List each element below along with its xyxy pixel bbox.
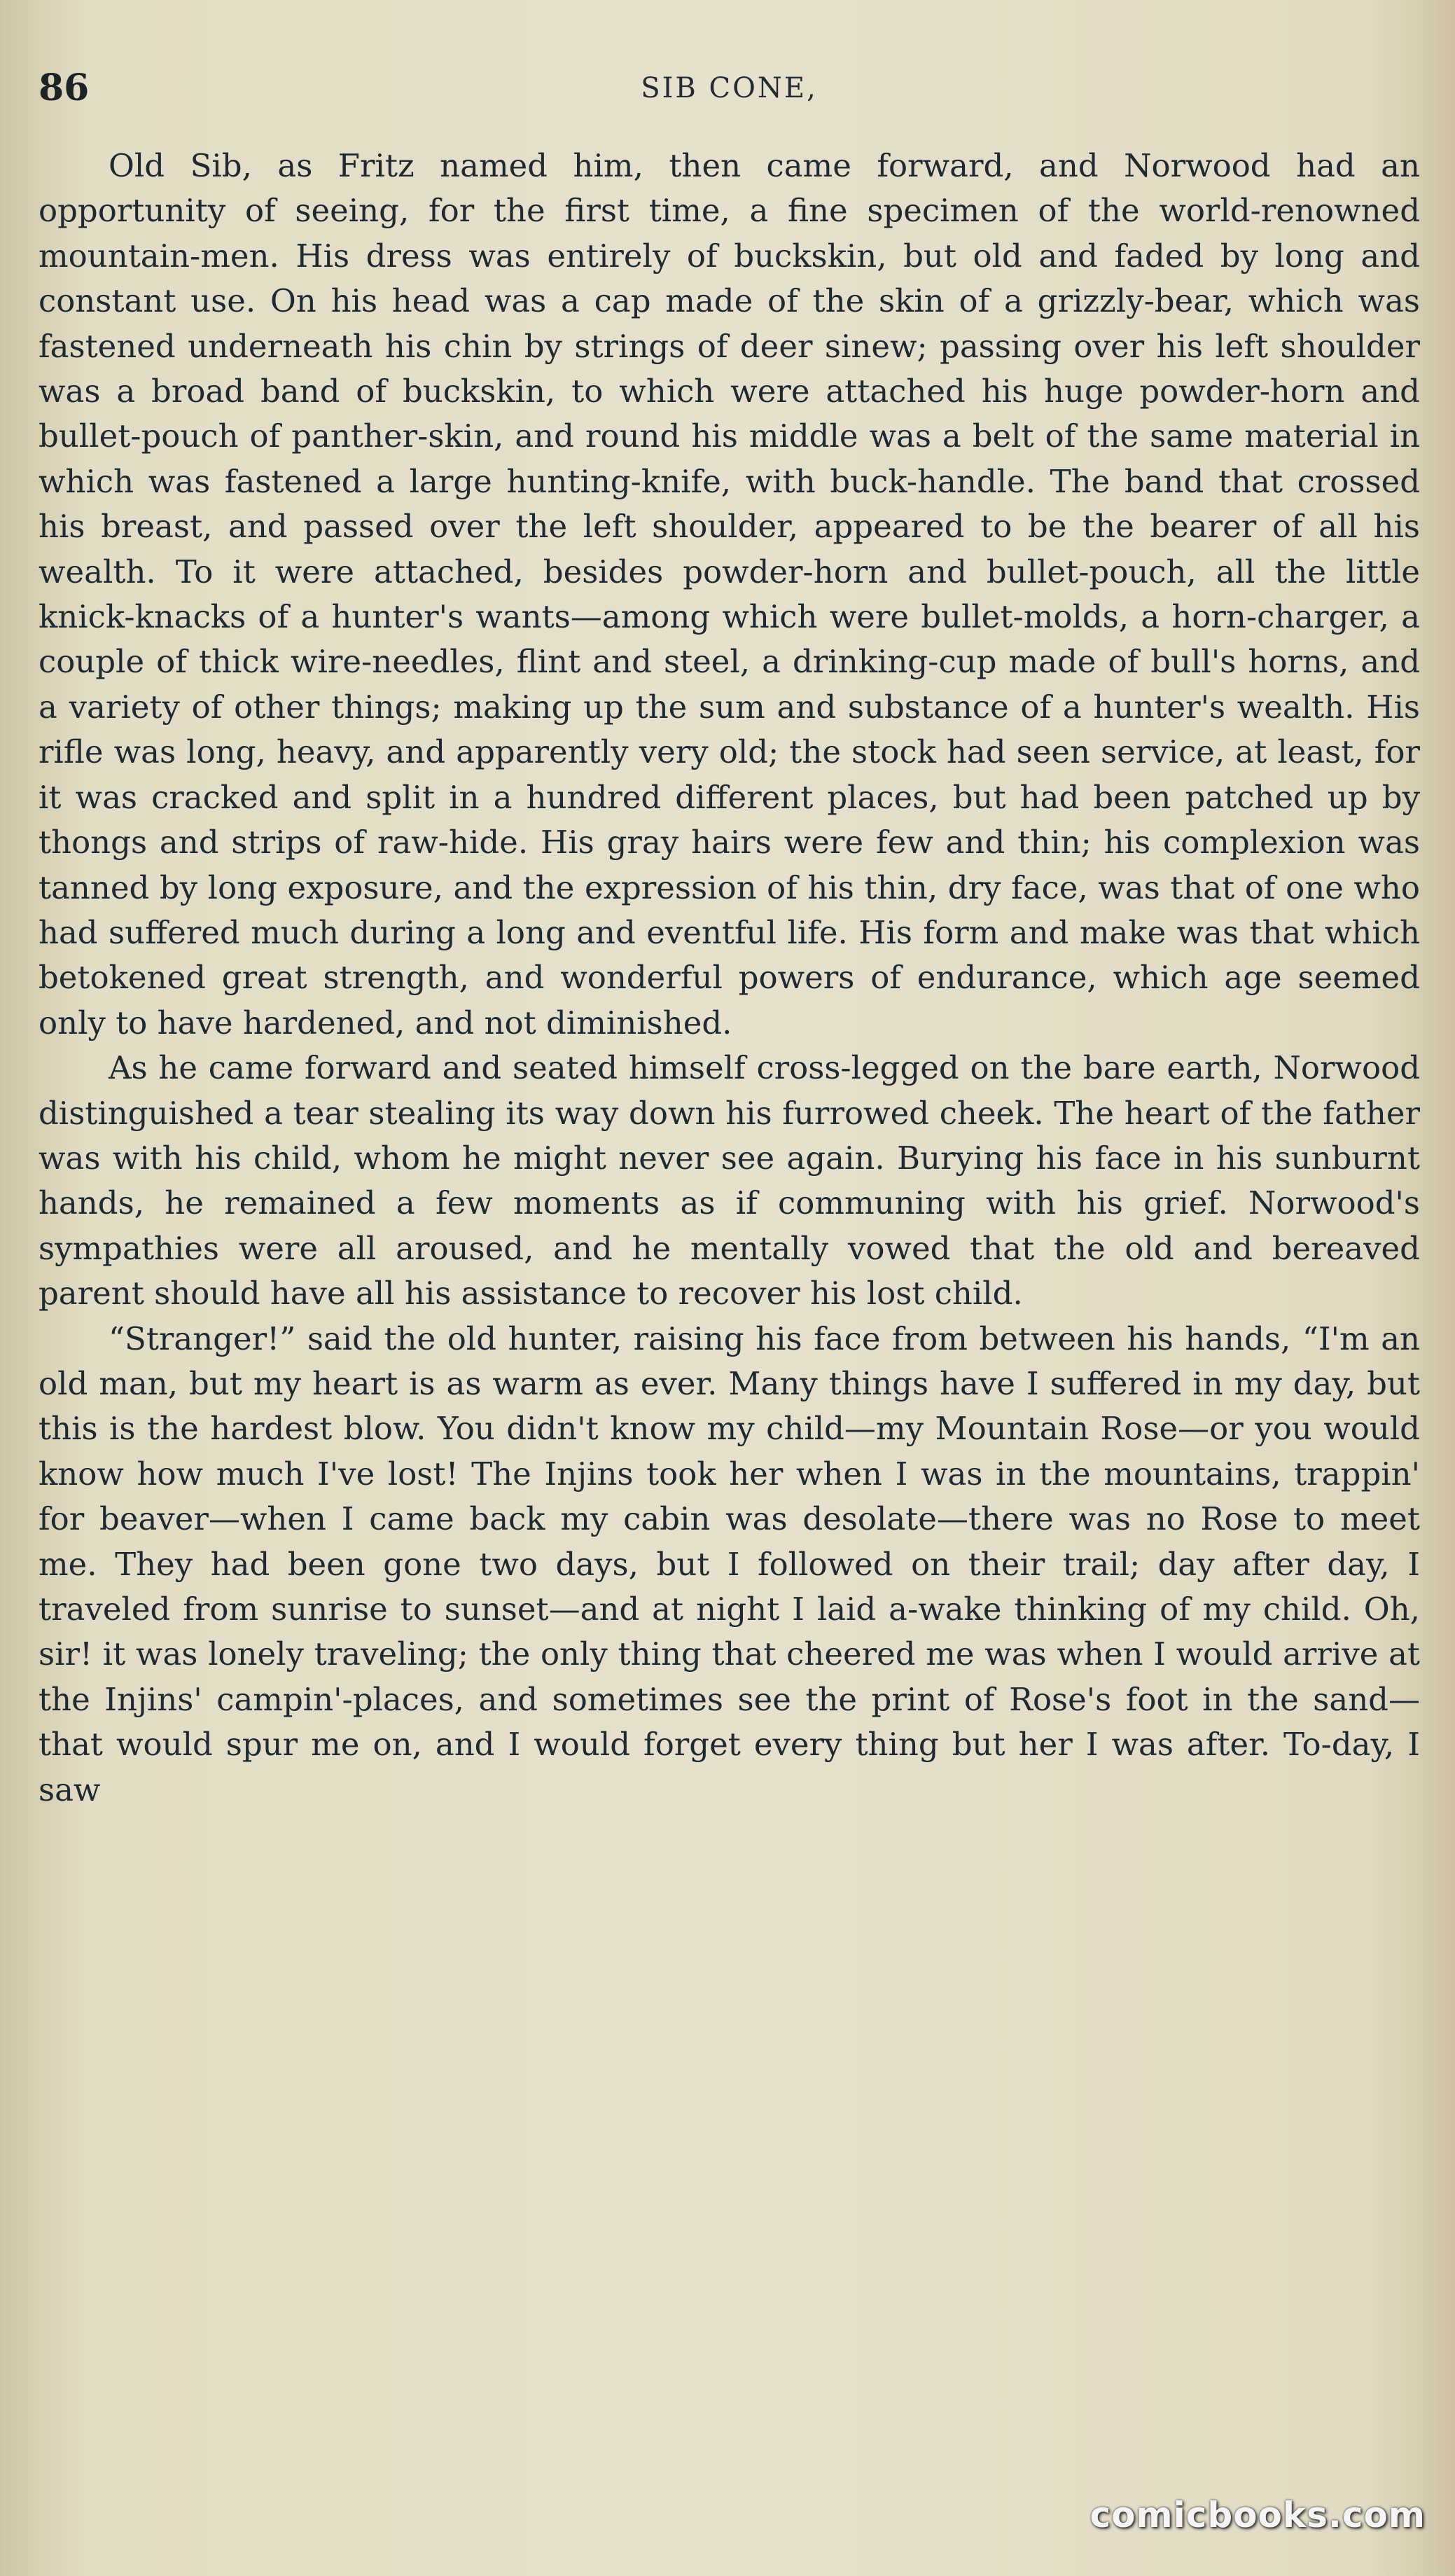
watermark: comicbooks.com (1089, 2495, 1426, 2535)
paragraph-description: Old Sib, as Fritz named him, then came forward, and Norwood had an opportunity of seeing, for the first time, a fine specimen of the world-renowned mountain-men. His dress was entirely of buckskin, but old and faded by long and constant use. On his head was a cap made of the skin of a grizzly-bear, which was fastened underneath his chin by strings of deer sinew; passing over his left shoulder was a broad band of buckskin, to which were attached his huge powder-horn and bullet-pouch of panther-skin, and round his middle was a belt of the same material in which was fastened a large hunting-knife, with buck-handle. The band that crossed his breast, and passed over the left shoulder, appeared to be the bearer of all his wealth. To it were attached, besides powder-horn and bullet-pouch, all the little knick-knacks of a hunter's wants—among which were bullet-molds, a horn-charger, a couple of thick wire-needles, flint and steel, a drinking-cup made of bull's horns, and a variety of other things; making up the sum and substance of a hunter's wealth. His rifle was long, heavy, and apparently very old; the stock had seen service, at least, for it was cracked and split in a hundred different places, but had been patched up by thongs and strips of raw-hide. His gray hairs were few and thin; his complexion was tanned by long exposure, and the expression of his thin, dry face, was that of one who had suffered much during a long and eventful life. His form and make was that which betokened great strength, and wonderful powers of endurance, which age seemed only to have hardened, and not diminished. (39, 147, 1420, 1041)
running-title: SIB CONE, (641, 72, 818, 104)
paragraph-dialogue: “Stranger!” said the old hunter, raising his face from between his hands, “I'm an old man, but my heart is as warm as ever. Many things have I suffered in my day, but this is the hardest blow. You didn't know my child—my Mountain Rose—or you would know how much I've lost! The Injins took her when I was in the mountains, trappin' for beaver—when I came back my cabin was desolate—there was no Rose to meet me. They had been gone two days, but I followed on their trail; day after day, I traveled from sunrise to sunset—and at night I laid a-wake thinking of my child. Oh, sir! it was lonely traveling; the only thing that cheered me was when I would arrive at the Injins' campin'-places, and sometimes see the print of Rose's foot in the sand—that would spur me on, and I would forget every thing but her I was after. To-day, I saw (39, 1320, 1420, 1808)
running-head (39, 67, 1420, 130)
paragraph-tear: As he came forward and seated himself cross-legged on the bare earth, Norwood distinguished a tear stealing its way down his furrowed cheek. The heart of the father was with his child, whom he might never see again. Burying his face in his sunburnt hands, he remained a few moments as if communing with his grief. Norwood's sympathies were all aroused, and he mentally vowed that the old and bereaved parent should have all his assistance to recover his lost child. (39, 1049, 1420, 1313)
page-number: 86 (39, 67, 90, 109)
body-text (39, 144, 1420, 1813)
